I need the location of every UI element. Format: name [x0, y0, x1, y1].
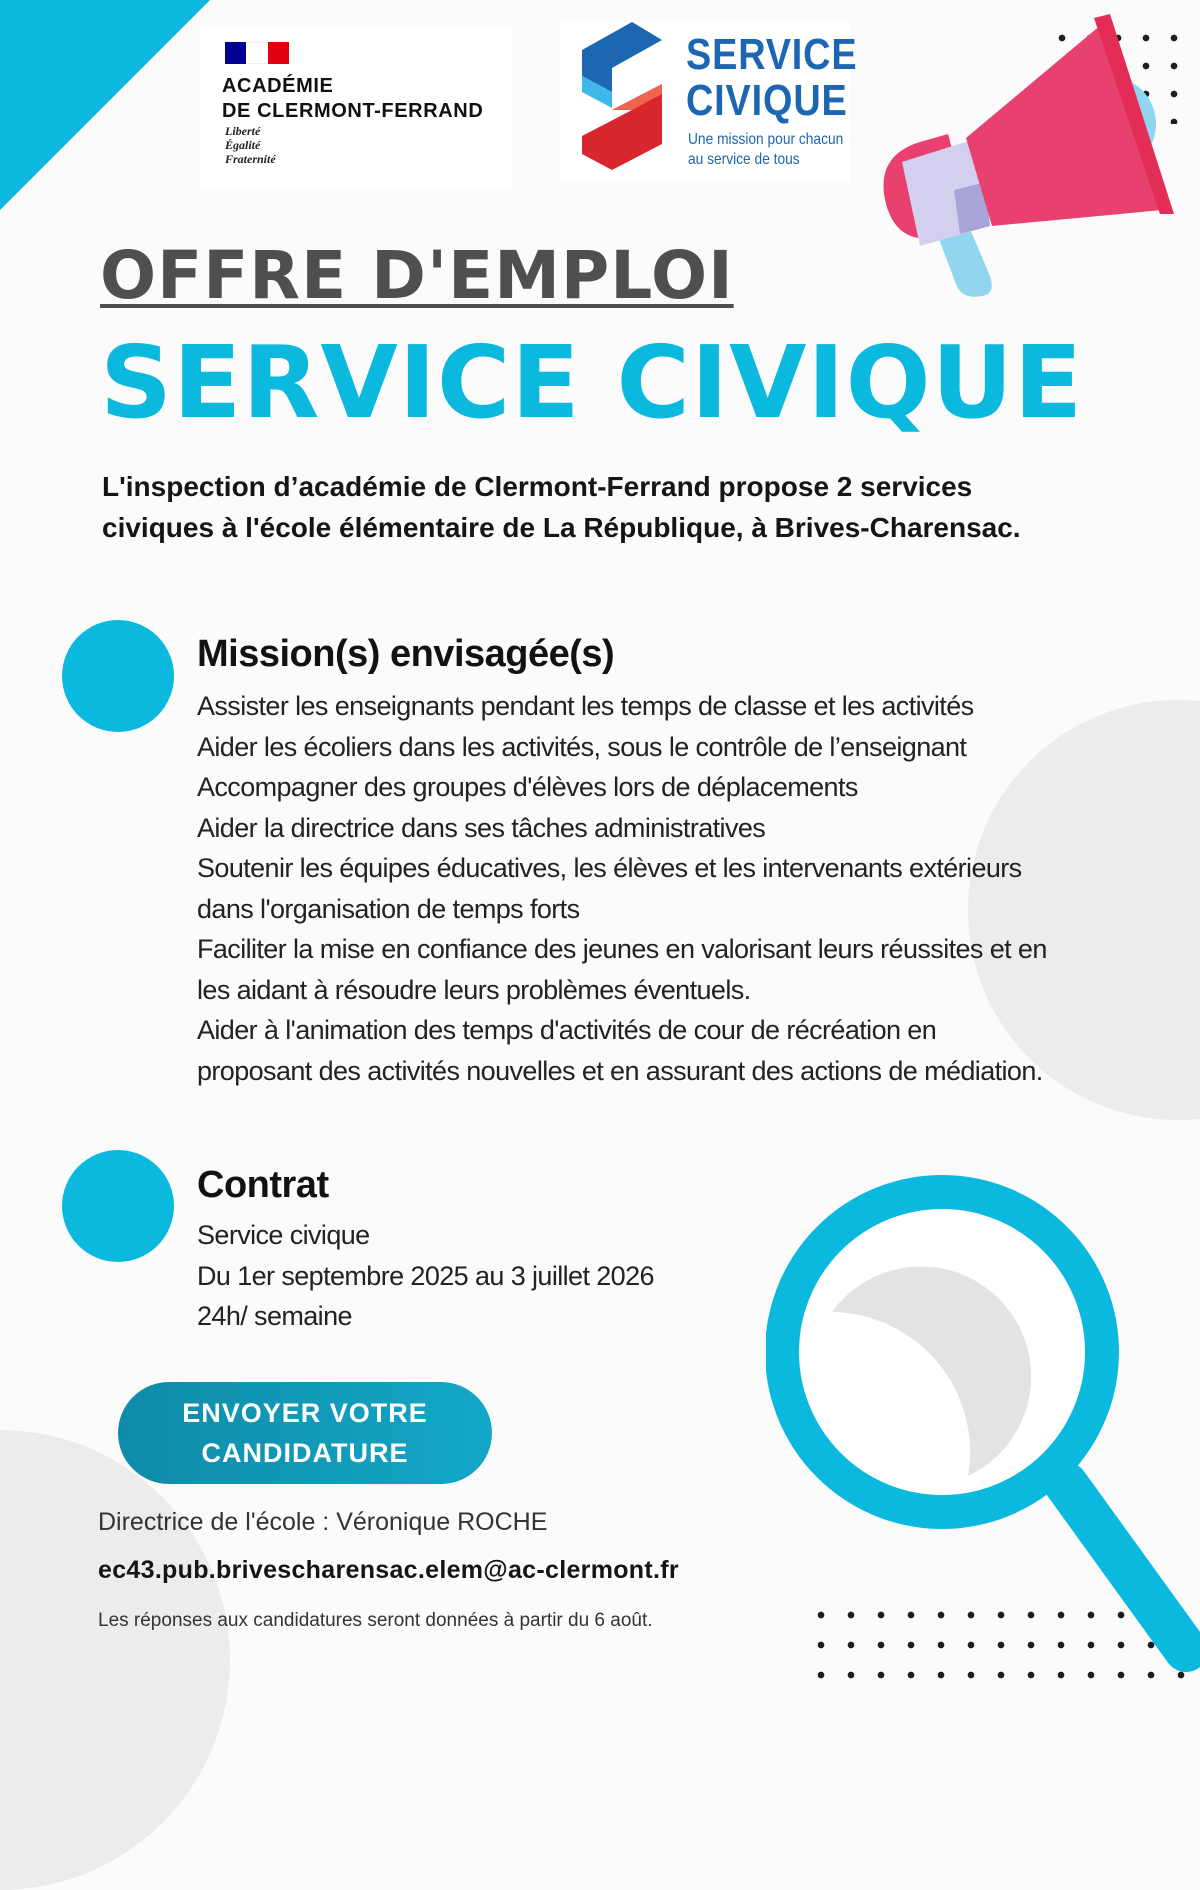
academie-name-line2: DE CLERMONT-FERRAND: [222, 100, 484, 122]
service-civique-tagline: [688, 130, 843, 170]
contrat-line: Du 1er septembre 2025 au 3 juillet 2026: [197, 1260, 654, 1291]
intro-line: L'inspection d’académie de Clermont-Ferrand propose 2 services: [102, 471, 973, 502]
service-civique-title: SERVICE CIVIQUE: [100, 324, 1084, 441]
academie-name-line1: ACADÉMIE: [222, 75, 334, 97]
mission-line: dans l'organisation de temps forts: [197, 893, 580, 924]
motto-egalite: Égalité: [225, 138, 261, 152]
contact-email-link[interactable]: ec43.pub.brivescharensac.elem@ac-clermont.fr: [98, 1556, 679, 1584]
corner-triangle-decoration: [0, 0, 210, 210]
mission-line: Accompagner des groupes d'élèves lors de déplacements: [197, 772, 858, 802]
response-date-note: Les réponses aux candidatures seront données à partir du 6 août.: [98, 1610, 653, 1631]
motto-liberte: Liberté: [225, 124, 261, 138]
service-civique-wordmark-line1: SERVICE: [686, 30, 858, 79]
intro-line: civiques à l'école élémentaire de La République, à Brives-Charensac.: [102, 512, 1021, 543]
service-civique-logo-icon: [572, 18, 672, 186]
mission-line: Faciliter la mise en confiance des jeunes en valorisant leurs réussites et en: [197, 934, 1047, 964]
mission-line: Assister les enseignants pendant les temps de classe et les activités: [197, 691, 974, 721]
mission-line: Soutenir les équipes éducatives, les élèves et les intervenants extérieurs: [197, 853, 1022, 883]
mission-line: proposant des activités nouvelles et en assurant des actions de médiation.: [197, 1055, 1043, 1086]
send-application-button-line2: CANDIDATURE: [201, 1438, 409, 1468]
service-civique-tagline-line1: Une mission pour chacun: [688, 131, 844, 148]
mission-line: Aider la directrice dans ses tâches administratives: [197, 812, 766, 843]
contrat-bullet-circle: [62, 1150, 174, 1262]
intro-text: [102, 466, 1162, 548]
send-application-button[interactable]: [118, 1382, 492, 1484]
mission-line: Aider à l'animation des temps d'activités de cour de récréation en: [197, 1015, 937, 1045]
motto-fraternite: Fraternité: [225, 152, 276, 166]
service-civique-wordmark: [686, 32, 857, 124]
mission-line: les aidant à résoudre leurs problèmes éventuels.: [197, 974, 751, 1005]
background-circle-left: [0, 1430, 230, 1890]
marianne-flag-icon: [225, 42, 289, 64]
magnifying-glass-icon: [766, 1130, 1200, 1697]
contrat-line: 24h/ semaine: [197, 1301, 352, 1331]
service-civique-wordmark-line2: CIVIQUE: [686, 76, 848, 125]
contrat-title: Contrat: [197, 1164, 329, 1206]
mission-title: Mission(s) envisagée(s): [197, 633, 615, 675]
directrice-info: Directrice de l'école : Véronique ROCHE: [98, 1508, 548, 1536]
contrat-line: Service civique: [197, 1220, 370, 1250]
mission-line: Aider les écoliers dans les activités, sous le contrôle de l’enseignant: [197, 731, 967, 762]
mission-list: [197, 686, 1157, 1091]
academie-name: [222, 74, 483, 124]
megaphone-icon: [862, 14, 1192, 304]
republic-motto: [225, 124, 276, 166]
offre-heading: OFFRE D'EMPLOI: [100, 237, 734, 314]
service-civique-tagline-line2: au service de tous: [688, 151, 800, 168]
send-application-button-line1: ENVOYER VOTRE: [182, 1398, 428, 1428]
mission-bullet-circle: [62, 620, 174, 732]
contrat-list: [197, 1215, 654, 1337]
